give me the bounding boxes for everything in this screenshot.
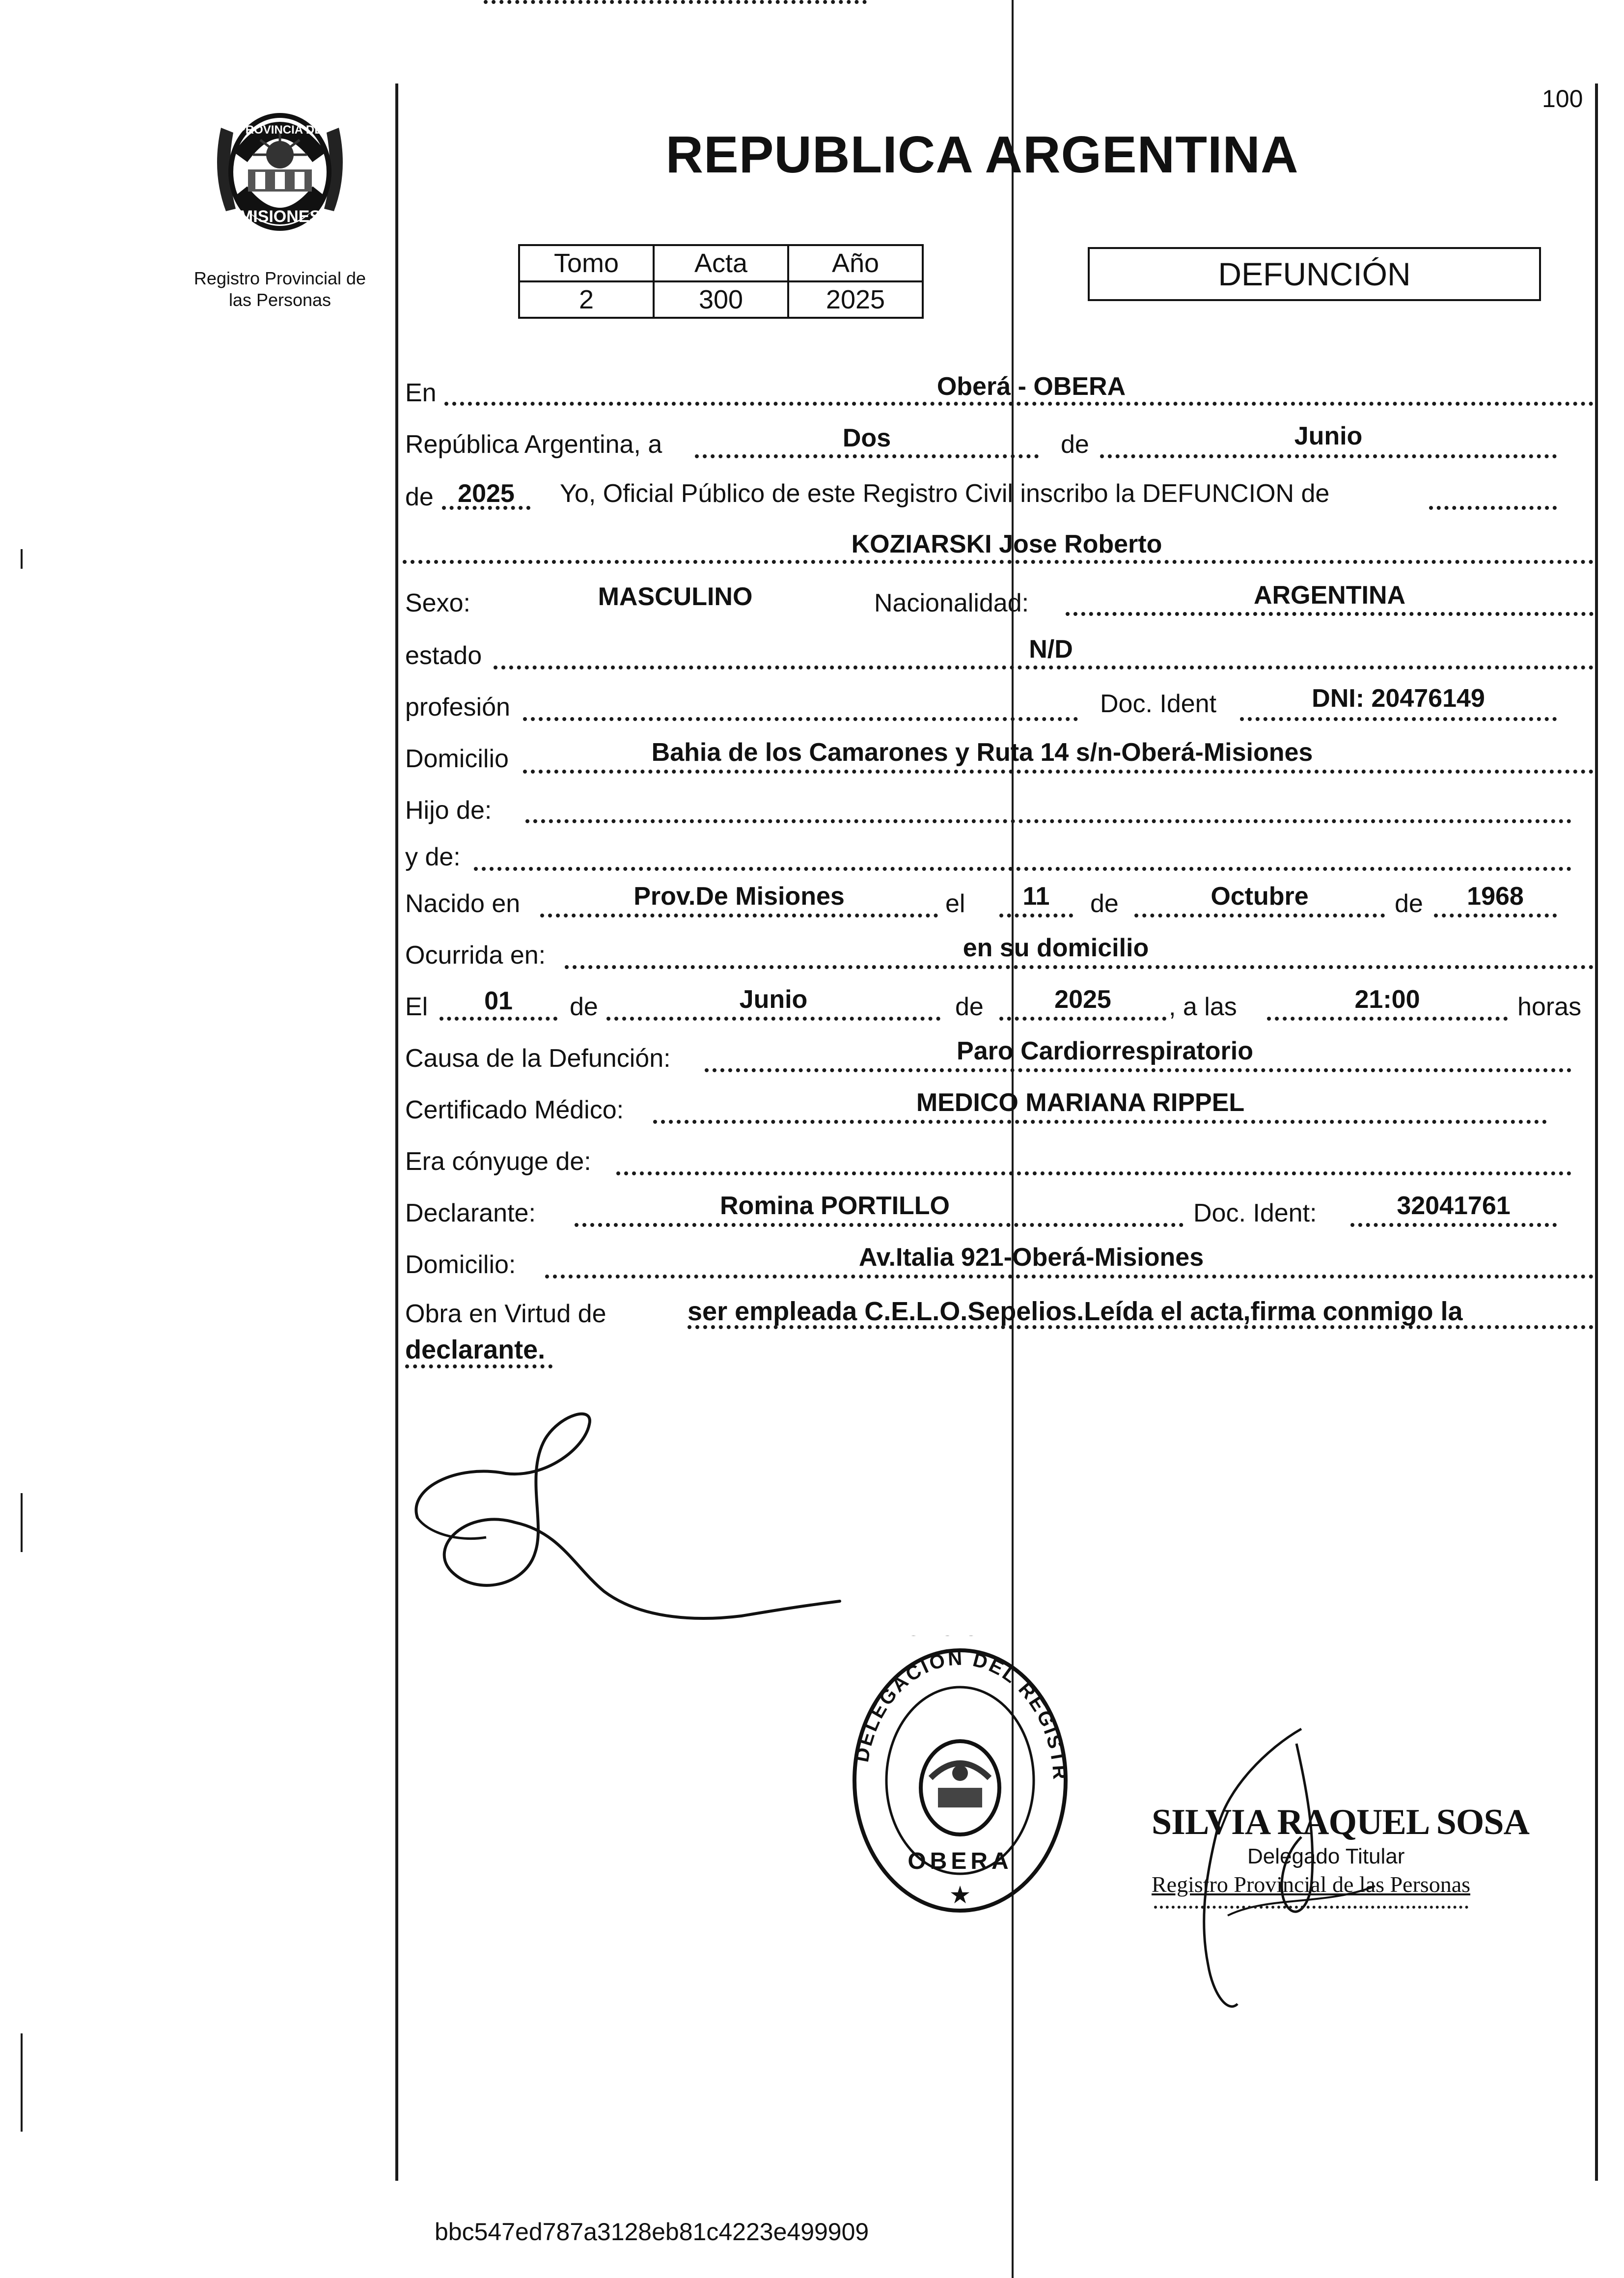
label-de-1: de <box>1061 430 1089 459</box>
scan-mark <box>21 549 23 569</box>
label-profesion: profesión <box>405 693 510 722</box>
page-number: 100 <box>1542 85 1583 112</box>
value-declarante-domicilio: Av.Italia 921-Oberá-Misiones <box>858 1243 1204 1272</box>
scan-mark <box>21 1493 23 1552</box>
dotline-hijo-de <box>525 819 1571 823</box>
left-margin-line <box>395 83 398 2181</box>
dotline-lugar <box>444 402 1594 406</box>
label-de-6: de <box>955 993 984 1021</box>
scan-mark <box>21 2033 23 2132</box>
label-el: el <box>945 889 965 918</box>
act-type-box: DEFUNCIÓN <box>1088 247 1541 301</box>
value-nac-mes: Octubre <box>1211 882 1309 911</box>
dotline-nac-dia <box>999 914 1073 917</box>
dotline-nacionalidad <box>1066 612 1594 616</box>
table-value-tomo: 2 <box>519 281 654 318</box>
dotline-def-mes <box>606 1017 940 1021</box>
agency-line-2: las Personas <box>228 290 331 310</box>
dotline-obra <box>688 1325 1594 1329</box>
fold-line <box>1012 0 1014 2278</box>
official-title: Delegado Titular <box>1247 1844 1405 1868</box>
dotline-domicilio <box>523 770 1594 774</box>
value-certificado: MEDICO MARIANA RIPPEL <box>916 1088 1245 1117</box>
label-el-cap: El <box>405 993 428 1021</box>
dotline-conyuge <box>616 1171 1571 1175</box>
label-horas: horas <box>1517 993 1582 1021</box>
label-nacionalidad: Nacionalidad: <box>874 589 1029 617</box>
right-margin-line <box>1595 83 1598 2181</box>
label-conyuge: Era cónyuge de: <box>405 1147 591 1176</box>
stamp-bottom-text: OBERA <box>908 1848 1013 1874</box>
official-agency: Registro Provincial de las Personas <box>1152 1872 1471 1897</box>
dotline-declarante <box>575 1223 1184 1227</box>
label-causa: Causa de la Defunción: <box>405 1044 671 1073</box>
dotline-inscribo-end <box>1429 506 1557 510</box>
value-nombre: KOZIARSKI Jose Roberto <box>851 530 1162 558</box>
dotline-def-anio <box>999 1017 1166 1021</box>
emblem-bottom-text: MISIONES <box>239 207 321 226</box>
dotline-mes <box>1100 454 1557 458</box>
stamp-arc-text: DELEGACION DEL REGISTR <box>851 1647 1071 1782</box>
value-anio: 2025 <box>458 479 515 508</box>
dotline-y-de <box>474 867 1571 871</box>
value-ocurrida-en: en su domicilio <box>963 934 1149 962</box>
star-icon: ★ <box>949 1881 971 1909</box>
label-inscribo: Yo, Oficial Público de este Registro Civil inscribo la DEFUNCION de <box>560 479 1330 508</box>
value-obra-line-1: ser empleada C.E.L.O.Sepelios.Leída el acta,firma conmigo la <box>688 1297 1463 1326</box>
table-header-anio: Año <box>788 245 923 281</box>
label-a-las: , a las <box>1169 993 1237 1021</box>
value-nacido-en: Prov.De Misiones <box>633 882 845 911</box>
official-name: SILVIA RAQUEL SOSA <box>1152 1802 1529 1842</box>
official-stamp <box>845 1636 1075 1925</box>
value-declarante: Romina PORTILLO <box>720 1192 950 1220</box>
dotline-declarante-doc <box>1350 1223 1557 1227</box>
label-certificado: Certificado Médico: <box>405 1096 624 1124</box>
value-mes: Junio <box>1294 422 1363 450</box>
label-ocurrida-en: Ocurrida en: <box>405 941 546 970</box>
label-sexo: Sexo: <box>405 589 470 617</box>
label-hijo-de: Hijo de: <box>405 796 492 825</box>
document-hash: bbc547ed787a3128eb81c4223e499909 <box>435 2218 869 2246</box>
value-def-hora: 21:00 <box>1354 985 1420 1014</box>
value-nac-anio: 1968 <box>1467 882 1524 911</box>
dotline-nac-mes <box>1134 914 1385 917</box>
value-def-anio: 2025 <box>1054 985 1111 1014</box>
official-rule <box>1154 1906 1468 1909</box>
label-doc-ident-2: Doc. Ident: <box>1193 1199 1317 1227</box>
label-domicilio-2: Domicilio: <box>405 1250 516 1279</box>
label-de-5: de <box>570 993 598 1021</box>
dotline-nac-anio <box>1434 914 1557 917</box>
label-declarante: Declarante: <box>405 1199 536 1227</box>
agency-name <box>162 268 398 311</box>
label-en: En <box>405 379 437 407</box>
value-lugar: Oberá - OBERA <box>936 372 1126 401</box>
table-header-acta: Acta <box>654 245 788 281</box>
value-nacionalidad: ARGENTINA <box>1253 581 1406 610</box>
value-domicilio: Bahia de los Camarones y Ruta 14 s/n-Oberá-Misiones <box>651 738 1313 767</box>
dotline-def-dia <box>440 1017 557 1021</box>
value-obra-line-2: declarante. <box>405 1335 546 1364</box>
dotline-estado <box>494 666 1594 669</box>
province-emblem <box>206 98 354 246</box>
stamp-outer-text <box>845 1636 1075 1640</box>
label-nacido-en: Nacido en <box>405 889 521 918</box>
label-de-4: de <box>1395 889 1423 918</box>
label-y-de: y de: <box>405 843 461 871</box>
dotline-ocurrida-en <box>565 965 1594 969</box>
table-value-acta: 300 <box>654 281 788 318</box>
value-doc: DNI: 20476149 <box>1312 684 1485 713</box>
label-estado: estado <box>405 641 482 670</box>
page-title: REPUBLICA ARGENTINA <box>665 126 1299 184</box>
emblem-top-text: PROVINCIA DE <box>237 123 323 137</box>
dotline-causa <box>705 1068 1571 1072</box>
value-estado: N/D <box>1029 635 1073 664</box>
dotline-profesion <box>523 717 1078 721</box>
value-nac-dia: 11 <box>1022 882 1050 911</box>
label-republica: República Argentina, a <box>405 430 662 459</box>
label-de-2: de <box>405 483 434 511</box>
agency-line-1: Registro Provincial de <box>193 268 366 288</box>
table-header-tomo: Tomo <box>519 245 654 281</box>
dotline-certificado <box>653 1120 1547 1124</box>
label-obra: Obra en Virtud de <box>405 1300 606 1328</box>
value-sexo: MASCULINO <box>598 583 753 611</box>
label-doc-ident: Doc. Ident <box>1100 690 1217 718</box>
dotline-def-hora <box>1267 1017 1508 1021</box>
dotline-sexo <box>484 0 867 4</box>
record-table <box>518 244 924 319</box>
label-domicilio: Domicilio <box>405 745 509 773</box>
value-declarante-doc: 32041761 <box>1397 1192 1511 1220</box>
dotline-doc <box>1240 717 1557 721</box>
dotline-nacido-en <box>540 914 938 917</box>
dotline-dia <box>695 454 1039 458</box>
value-dia-letras: Dos <box>842 424 891 452</box>
dotline-declarante-domicilio <box>545 1275 1594 1278</box>
table-value-anio: 2025 <box>788 281 923 318</box>
dotline-nombre <box>403 560 1594 564</box>
value-def-dia: 01 <box>484 987 513 1015</box>
value-causa: Paro Cardiorrespiratorio <box>957 1037 1253 1065</box>
value-def-mes: Junio <box>739 985 808 1014</box>
label-de-3: de <box>1090 889 1119 918</box>
dotline-obra-2 <box>405 1364 552 1368</box>
